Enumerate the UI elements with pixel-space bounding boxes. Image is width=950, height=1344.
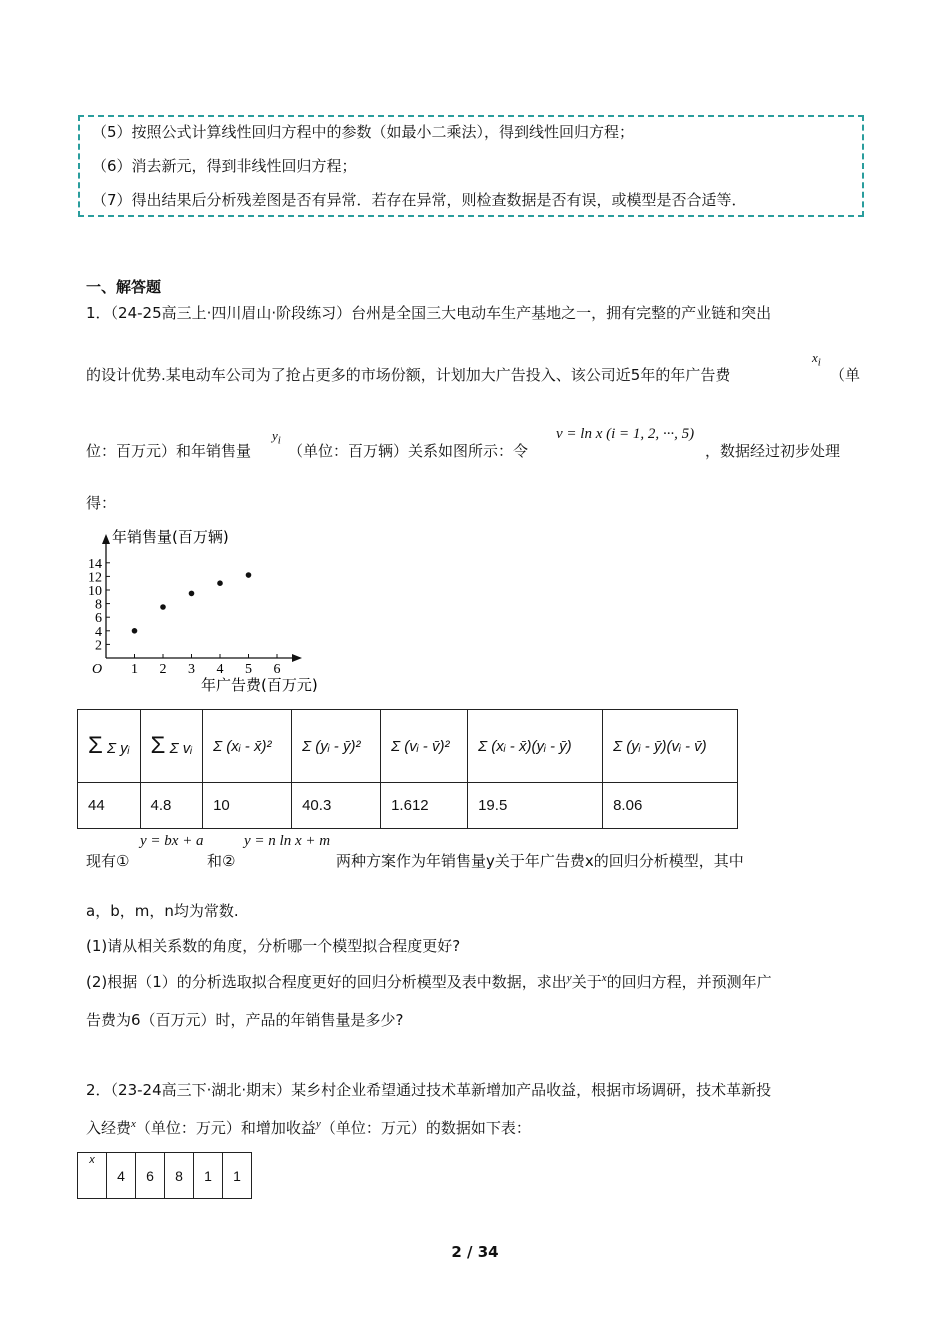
value-cell: 8.06: [603, 783, 738, 829]
sub-i: i: [277, 434, 281, 447]
sigma-icon: Σ: [150, 732, 166, 759]
x-tick-label: 4: [216, 662, 224, 677]
table-cell: 1: [223, 1153, 252, 1199]
q1-part2-line2: 告费为6（百万元）时，产品的年销售量是多少?: [86, 1011, 404, 1029]
data-point: [160, 604, 166, 610]
value-cell: 4.8: [140, 783, 203, 829]
q1-line2-text: 的设计优势.某电动车公司为了抢占更多的市场份额，计划加大广告投入、该公司近5年的年广告费: [86, 366, 731, 384]
value-cell: 10: [203, 783, 292, 829]
value-cell: 44: [78, 783, 141, 829]
statistics-table: [77, 709, 738, 829]
x-tick-label: 3: [188, 662, 195, 677]
y-tick-label: 4: [95, 624, 102, 640]
models-prefix: 现有①: [86, 852, 130, 870]
data-point: [217, 580, 223, 586]
header-sxy: [468, 710, 603, 783]
q2-line1: 2．（23-24高三下·湖北·期末）某乡村企业希望通过技术革新增加产品收益，根据市场调研，技术革新投: [86, 1081, 772, 1099]
y-tick-label: 10: [88, 584, 102, 599]
step-5: （5）按照公式计算线性回归方程中的参数（如最小二乘法），得到线性回归方程；: [92, 123, 635, 141]
table-cell: 8: [165, 1153, 194, 1199]
q2-text-c: （单位：万元）的数据如下表：: [320, 1119, 531, 1137]
q1-line3a: 位：百万元）和年销售量: [86, 442, 252, 460]
part2-text-b: 关于: [571, 973, 602, 991]
var-y: y: [566, 972, 572, 984]
table-row: [78, 1153, 252, 1199]
value-cell: 40.3: [292, 783, 381, 829]
header-sxx: [203, 710, 292, 783]
q2-text-a: 入经费: [86, 1119, 132, 1137]
header-text: Σ vᵢ: [169, 740, 193, 757]
q1-line4: 得：: [86, 494, 117, 512]
header-text: Σ (xᵢ - x̄)²: [213, 737, 272, 755]
model-2: y = n ln x + m: [244, 833, 331, 849]
data-point: [132, 628, 138, 634]
x-tick-label: 1: [131, 662, 138, 677]
data-point: [189, 591, 195, 597]
table-values-row: [78, 783, 738, 829]
sub-i: i: [817, 356, 821, 369]
page-number: 2 / 34: [451, 1243, 499, 1261]
var-y: y: [272, 428, 278, 443]
header-syy: [292, 710, 381, 783]
part2-text-a: (2)根据（1）的分析选取拟合程度更好的回归分析模型及表中数据，求出: [86, 973, 567, 991]
header-sum-v: [140, 710, 203, 783]
y-tick-label: 2: [95, 638, 102, 654]
x-tick-label: 6: [273, 662, 281, 677]
var-y: y: [315, 1118, 321, 1130]
part2-text-c: 的回归方程，并预测年广: [606, 973, 772, 991]
table-cell: 1: [194, 1153, 223, 1199]
var-y-i: [272, 428, 281, 447]
y-tick-label: 12: [88, 570, 102, 586]
header-sum-y: [78, 710, 141, 783]
header-text: Σ (yᵢ - ȳ)²: [302, 737, 361, 755]
investment-table: [77, 1152, 252, 1199]
table-header-row: [78, 710, 738, 783]
q2-text-b: （单位：万元）和增加收益: [135, 1119, 316, 1137]
constants-line: a，b，m，n均为常数.: [86, 902, 239, 920]
x-tick-label: 2: [159, 662, 167, 677]
q1-line3c: ，数据经过初步处理: [705, 442, 841, 460]
models-and: 和②: [207, 852, 236, 870]
x-tick-label: 5: [245, 662, 252, 677]
header-text: Σ (yᵢ - ȳ)(vᵢ - v̄): [613, 737, 707, 755]
transform-formula: v = ln x (i = 1, 2, ···, 5): [556, 426, 695, 442]
y-tick-label: 6: [95, 611, 102, 627]
var-x: x: [812, 350, 818, 365]
origin-label: O: [92, 662, 103, 677]
var-x: x: [131, 1118, 136, 1130]
x-axis-title: 年广告费(百万元): [201, 676, 318, 694]
scatter-chart: [80, 520, 350, 700]
table-cell: 6: [136, 1153, 165, 1199]
method-steps-box: [78, 115, 864, 217]
q1-part1: (1)请从相关系数的角度，分析哪一个模型拟合程度更好?: [86, 937, 461, 955]
q2-line2: [86, 1117, 531, 1138]
q1-line3b: （单位：百万辆）关系如图所示：令: [288, 442, 529, 460]
data-point: [246, 572, 252, 578]
header-svv: [381, 710, 468, 783]
q1-line2-end: （单: [830, 366, 861, 384]
var-x: x: [601, 972, 607, 984]
y-tick-label: 8: [95, 597, 102, 613]
table-cell: 4: [107, 1153, 136, 1199]
y-axis-title: 年销售量(百万辆): [112, 528, 229, 546]
section-title: 一、解答题: [86, 278, 162, 296]
header-text: Σ yᵢ: [107, 740, 130, 757]
step-6: （6）消去新元，得到非线性回归方程；: [92, 157, 357, 175]
header-syv: [603, 710, 738, 783]
model-1: y = bx + a: [140, 833, 204, 849]
q1-part2-line1: [86, 971, 772, 992]
y-axis-arrow: [102, 534, 110, 544]
q1-line2: [86, 364, 730, 385]
models-suffix: 两种方案作为年销售量y关于年广告费x的回归分析模型，其中: [336, 852, 744, 870]
table-cell: x: [78, 1153, 107, 1199]
y-tick-label: 14: [88, 556, 102, 572]
step-7: （7）得出结果后分析残差图是否有异常．若存在异常，则检查数据是否有误，或模型是否合适等．: [92, 191, 747, 209]
value-cell: 1.612: [381, 783, 468, 829]
sigma-icon: Σ: [88, 732, 103, 759]
x-axis-arrow: [292, 654, 302, 662]
header-text: Σ (xᵢ - x̄)(yᵢ - ȳ): [478, 737, 572, 755]
q1-line1: 1．（24-25高三上·四川眉山·阶段练习）台州是全国三大电动车生产基地之一，拥有完整的产业链和突出: [86, 304, 772, 322]
var-x-i: [812, 350, 821, 369]
value-cell: 19.5: [468, 783, 603, 829]
header-text: Σ (vᵢ - v̄)²: [391, 737, 450, 755]
